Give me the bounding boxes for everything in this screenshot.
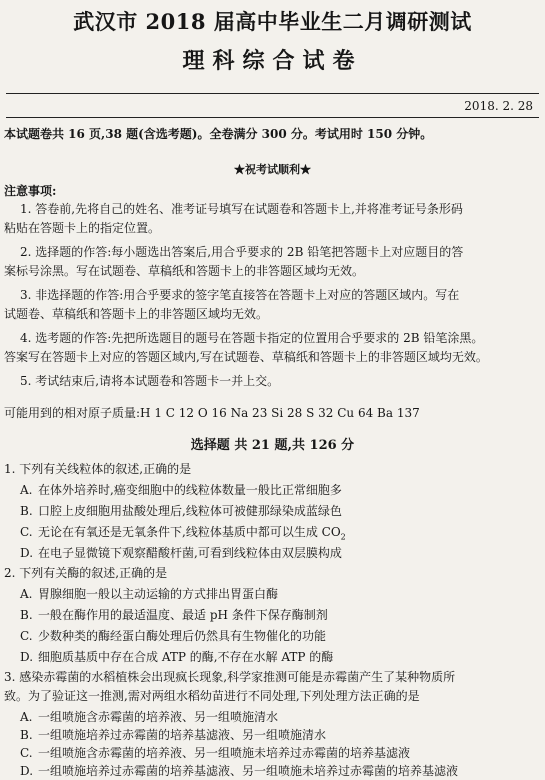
option-label: D. xyxy=(20,546,34,560)
option-text: 一般在酶作用的最适温度、最适 pH 条件下保存酶制剂 xyxy=(38,608,328,622)
option-label: A. xyxy=(20,483,33,497)
option-b xyxy=(20,607,328,623)
notice-line: 案标号涂黑。写在试题卷、草稿纸和答题卡上的非答题区域均无效。 xyxy=(4,264,365,278)
notice-line: 4. 选考题的作答:先把所选题目的题号在答题卡指定的位置用合乎要求的 2B 铅笔涂黑。 xyxy=(20,331,484,345)
option-text: 胃腺细胞一般以主动运输的方式排出胃蛋白酶 xyxy=(38,587,279,601)
option-label: B. xyxy=(20,728,33,742)
exam-date: 2018. 2. 28 xyxy=(464,99,533,113)
atomic-masses: 可能用到的相对原子质量:H 1 C 12 O 16 Na 23 Si 28 S 32 Cu 64 Ba 137 xyxy=(4,406,420,420)
option-a xyxy=(20,586,278,602)
section-title: 选择题 共 21 题,共 126 分 xyxy=(190,438,355,453)
option-text: 在电子显微镜下观察醋酸杆菌,可看到线粒体由双层膜构成 xyxy=(38,546,342,560)
exam-title: 武汉市 2018 届高中毕业生二月调研测试 xyxy=(73,9,472,34)
option-text: 细胞质基质中存在合成 ATP 的酶,不存在水解 ATP 的酶 xyxy=(38,650,334,664)
exam-meta: 本试题卷共 16 页,38 题(含选考题)。全卷满分 300 分。考试用时 150 分钟。 xyxy=(4,127,433,141)
question-stem: 3. 感染赤霉菌的水稻植株会出现疯长现象,科学家推测可能是赤霉菌产生了某种物质所 xyxy=(4,670,456,684)
option-text: 一组喷施培养过赤霉菌的培养基滤液、另一组喷施清水 xyxy=(38,728,327,742)
option-text: 一组喷施含赤霉菌的培养液、另一组喷施未培养过赤霉菌的培养基滤液 xyxy=(38,746,411,760)
option-a xyxy=(20,709,278,725)
header-rule-bottom xyxy=(6,117,539,118)
option-text: 无论在有氧还是无氧条件下,线粒体基质中都可以生成 CO xyxy=(38,525,341,539)
notice-line: 试题卷、草稿纸和答题卡上的非答题区域均无效。 xyxy=(4,307,269,321)
option-label: A. xyxy=(20,587,33,601)
notice-line: 2. 选择题的作答:每小题选出答案后,用合乎要求的 2B 铅笔把答题卡上对应题目的答 xyxy=(20,245,464,259)
option-a xyxy=(20,482,342,498)
notice-line: 5. 考试结束后,请将本试题卷和答题卡一并上交。 xyxy=(20,374,280,388)
subscript: 2 xyxy=(340,532,346,542)
option-d xyxy=(20,649,333,665)
notice-line: 粘贴在答题卡上的指定位置。 xyxy=(4,221,161,235)
option-label: A. xyxy=(20,710,33,724)
option-text: 一组喷施含赤霉菌的培养液、另一组喷施清水 xyxy=(38,710,279,724)
question-stem: 2. 下列有关酶的叙述,正确的是 xyxy=(4,566,168,580)
option-text: 少数种类的酶经蛋白酶处理后仍然具有生物催化的功能 xyxy=(38,629,327,643)
notice-line: 答案写在答题卡上对应的答题区域内,写在试题卷、草稿纸和答题卡上的非答题区域均无效。 xyxy=(4,350,488,364)
option-c xyxy=(20,524,346,545)
question-stem: 致。为了验证这一推测,需对两组水稻幼苗进行不同处理,下列处理方法正确的是 xyxy=(4,689,420,703)
option-label: C. xyxy=(20,525,33,539)
option-label: D. xyxy=(20,764,34,778)
option-b xyxy=(20,727,326,743)
option-c xyxy=(20,628,326,644)
header-rule xyxy=(6,93,539,94)
option-label: C. xyxy=(20,746,33,760)
option-d xyxy=(20,545,342,561)
option-d xyxy=(20,763,458,779)
option-text: 口腔上皮细胞用盐酸处理后,线粒体可被健那绿染成蓝绿色 xyxy=(38,504,342,518)
option-label: C. xyxy=(20,629,33,643)
question-stem: 1. 下列有关线粒体的叙述,正确的是 xyxy=(4,462,192,476)
notice-heading: 注意事项: xyxy=(4,184,57,198)
option-text: 一组喷施培养过赤霉菌的培养基滤液、另一组喷施未培养过赤霉菌的培养基滤液 xyxy=(38,764,459,778)
option-label: D. xyxy=(20,650,34,664)
option-label: B. xyxy=(20,608,33,622)
notice-line: 1. 答卷前,先将自己的姓名、准考证号填写在试题卷和答题卡上,并将准考证号条形码 xyxy=(20,202,463,216)
notice-line: 3. 非选择题的作答:用合乎要求的签字笔直接答在答题卡上对应的答题区域内。写在 xyxy=(20,288,460,302)
option-c xyxy=(20,745,410,761)
good-luck-banner: ★祝考试顺利★ xyxy=(234,163,311,176)
option-text: 在体外培养时,癌变细胞中的线粒体数量一般比正常细胞多 xyxy=(38,483,342,497)
option-b xyxy=(20,503,342,519)
option-label: B. xyxy=(20,504,33,518)
exam-subtitle: 理科综合试卷 xyxy=(182,48,363,74)
